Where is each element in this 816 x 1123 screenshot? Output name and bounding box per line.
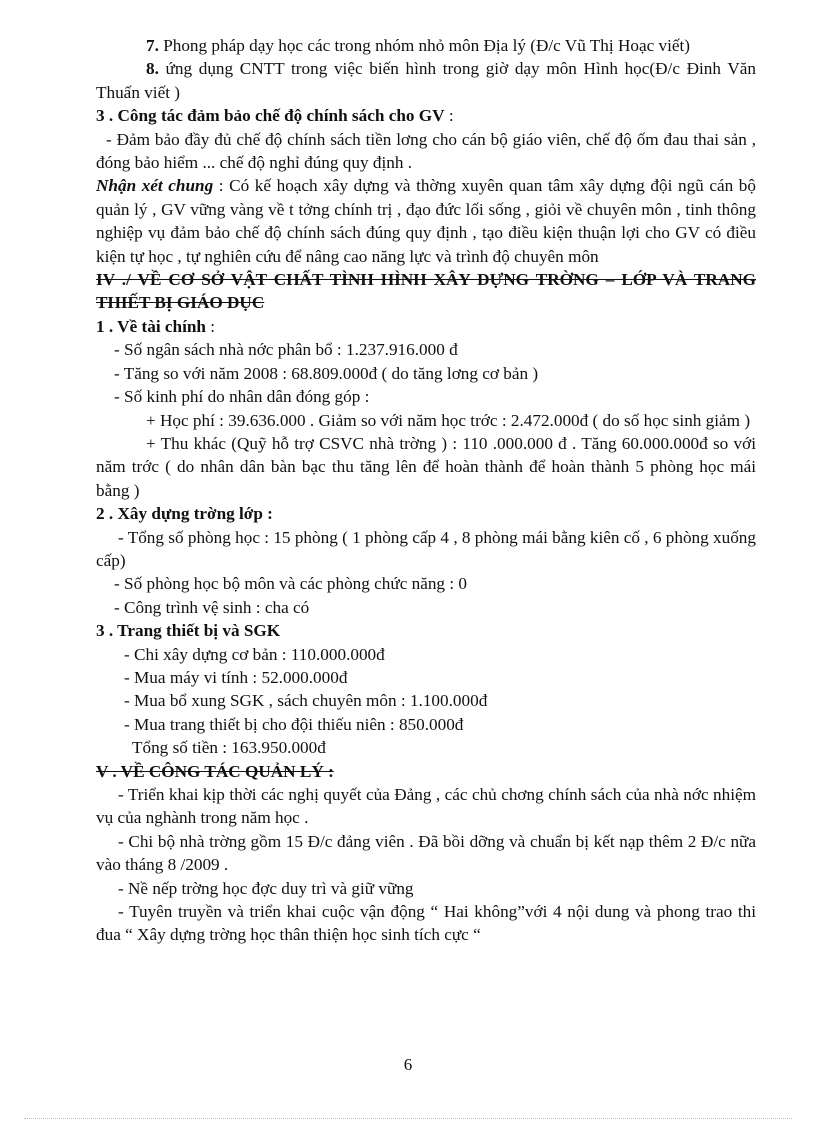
item-8-text: ứng dụng CNTT trong việc biến hình trong giờ dạy môn Hình học(Đ/c Đinh Văn Thuấn viết ) (96, 59, 756, 102)
finance-heading (96, 315, 756, 338)
build-heading: 2 . Xây dựng trờng lớp : (96, 504, 273, 524)
build-line-2: - Số phòng học bộ môn và các phòng chức năng : 0 (114, 574, 467, 594)
item-8 (96, 57, 756, 104)
finance-line-3: - Số kinh phí do nhân dân đóng góp : (114, 387, 370, 407)
equipment-line-1: - Chi xây dựng cơ bản : 110.000.000đ (124, 644, 385, 664)
management-line-2: - Chi bộ nhà trờng gồm 15 Đ/c đảng viên . Đã bồi dỡng và chuẩn bị kết nạp thêm 2 Đ/c nữa vào tháng 8 /2009 . (96, 831, 756, 875)
general-remark-label: Nhận xét chung (96, 176, 214, 196)
page-number: 6 (403, 1055, 413, 1074)
item-7-number: 7. (146, 36, 159, 55)
section-3-heading (96, 104, 756, 127)
management-line-1: - Triển khai kịp thời các nghị quyết của Đảng , các chủ chơng chính sách của nhà nớc nhiệm vụ của nghành trong năm học . (96, 785, 756, 828)
build-line-3: - Công trình vệ sinh : cha có (114, 597, 310, 617)
management-line-4: - Tuyên truyền và triển khai cuộc vận động “ Hai không”với 4 nội dung và phong trao thi đua “ Xây dựng trờng học thân thiện học sinh tích cực “ (96, 902, 756, 945)
section-5-heading: V . VỀ CÔNG TÁC QUẢN LÝ : (96, 761, 334, 781)
equipment-total: Tổng số tiền : 163.950.000đ (132, 738, 326, 758)
finance-line-4: + Học phí : 39.636.000 . Giảm so với năm học trớc : 2.472.000đ ( do số học sinh giảm ) (146, 410, 751, 430)
build-line-1: - Tổng số phòng học : 15 phòng ( 1 phòng cấp 4 , 8 phòng mái bằng kiên cố , 6 phòng xuống cấp) (96, 527, 756, 570)
page-bottom-divider (24, 1118, 792, 1119)
equipment-line-4: - Mua trang thiết bị cho đội thiếu niên : 850.000đ (124, 714, 464, 734)
general-remark-text: : Có kế hoạch xây dựng và thờng xuyên quan tâm xây dựng đội ngũ cán bộ quản lý , GV vững vàng về t tởng chính trị , đạo đức lối sống , giỏi về chuyên môn , tinh thông nghiệp vụ đảm bảo chế độ chính sách đúng quy định , tạo điều kiện thuận lợi cho GV có điều kiện tự học , tự nghiên cứu để nâng cao năng lực và trình độ chuyên môn (96, 176, 756, 266)
item-8-number: 8. (146, 59, 159, 79)
section-3-body: - Đảm bảo đầy đủ chế độ chính sách tiền lơng cho cán bộ giáo viên, chế độ ốm đau thai sản , đóng bảo hiểm ... chế độ nghỉ đúng quy định . (96, 129, 756, 173)
finance-line-2: - Tăng so với năm 2008 : 68.809.000đ ( do tăng lơng cơ bản ) (114, 363, 539, 383)
general-remark (96, 174, 756, 268)
item-7 (96, 34, 756, 57)
section-3-title: 3 . Công tác đảm bảo chế độ chính sách cho GV (96, 106, 445, 126)
document-page (96, 34, 756, 947)
section-3-title-tail: : (444, 106, 454, 126)
equipment-line-3: - Mua bổ xung SGK , sách chuyên môn : 1.100.000đ (124, 691, 488, 711)
section-4-heading: IV ./ VỀ CƠ SỞ VẬT CHẤT TÌNH HÌNH XÂY DỰNG TRỜNG – LỚP VÀ TRANG THIẾT BỊ GIÁO DỤC (96, 270, 756, 313)
item-7-text: Phong pháp dạy học các trong nhóm nhỏ môn Địa lý (Đ/c Vũ Thị Hoạc viết) (158, 36, 691, 55)
management-line-3: - Nề nếp trờng học đợc duy trì và giữ vững (118, 878, 414, 898)
finance-title: 1 . Về tài chính (96, 316, 206, 336)
equipment-line-2: - Mua máy vi tính : 52.000.000đ (124, 667, 348, 687)
finance-title-tail: : (205, 316, 216, 336)
finance-line-1: - Số ngân sách nhà nớc phân bổ : 1.237.916.000 đ (114, 340, 458, 360)
finance-line-5: + Thu khác (Quỹ hỗ trợ CSVC nhà trờng ) : 110 .000.000 đ . Tăng 60.000.000đ so với năm trớc ( do nhân dân bàn bạc thu tăng lên để hoàn thành để hoàn thành 5 phòng học mái bằng ) (96, 433, 756, 500)
equipment-heading: 3 . Trang thiết bị và SGK (96, 621, 281, 641)
